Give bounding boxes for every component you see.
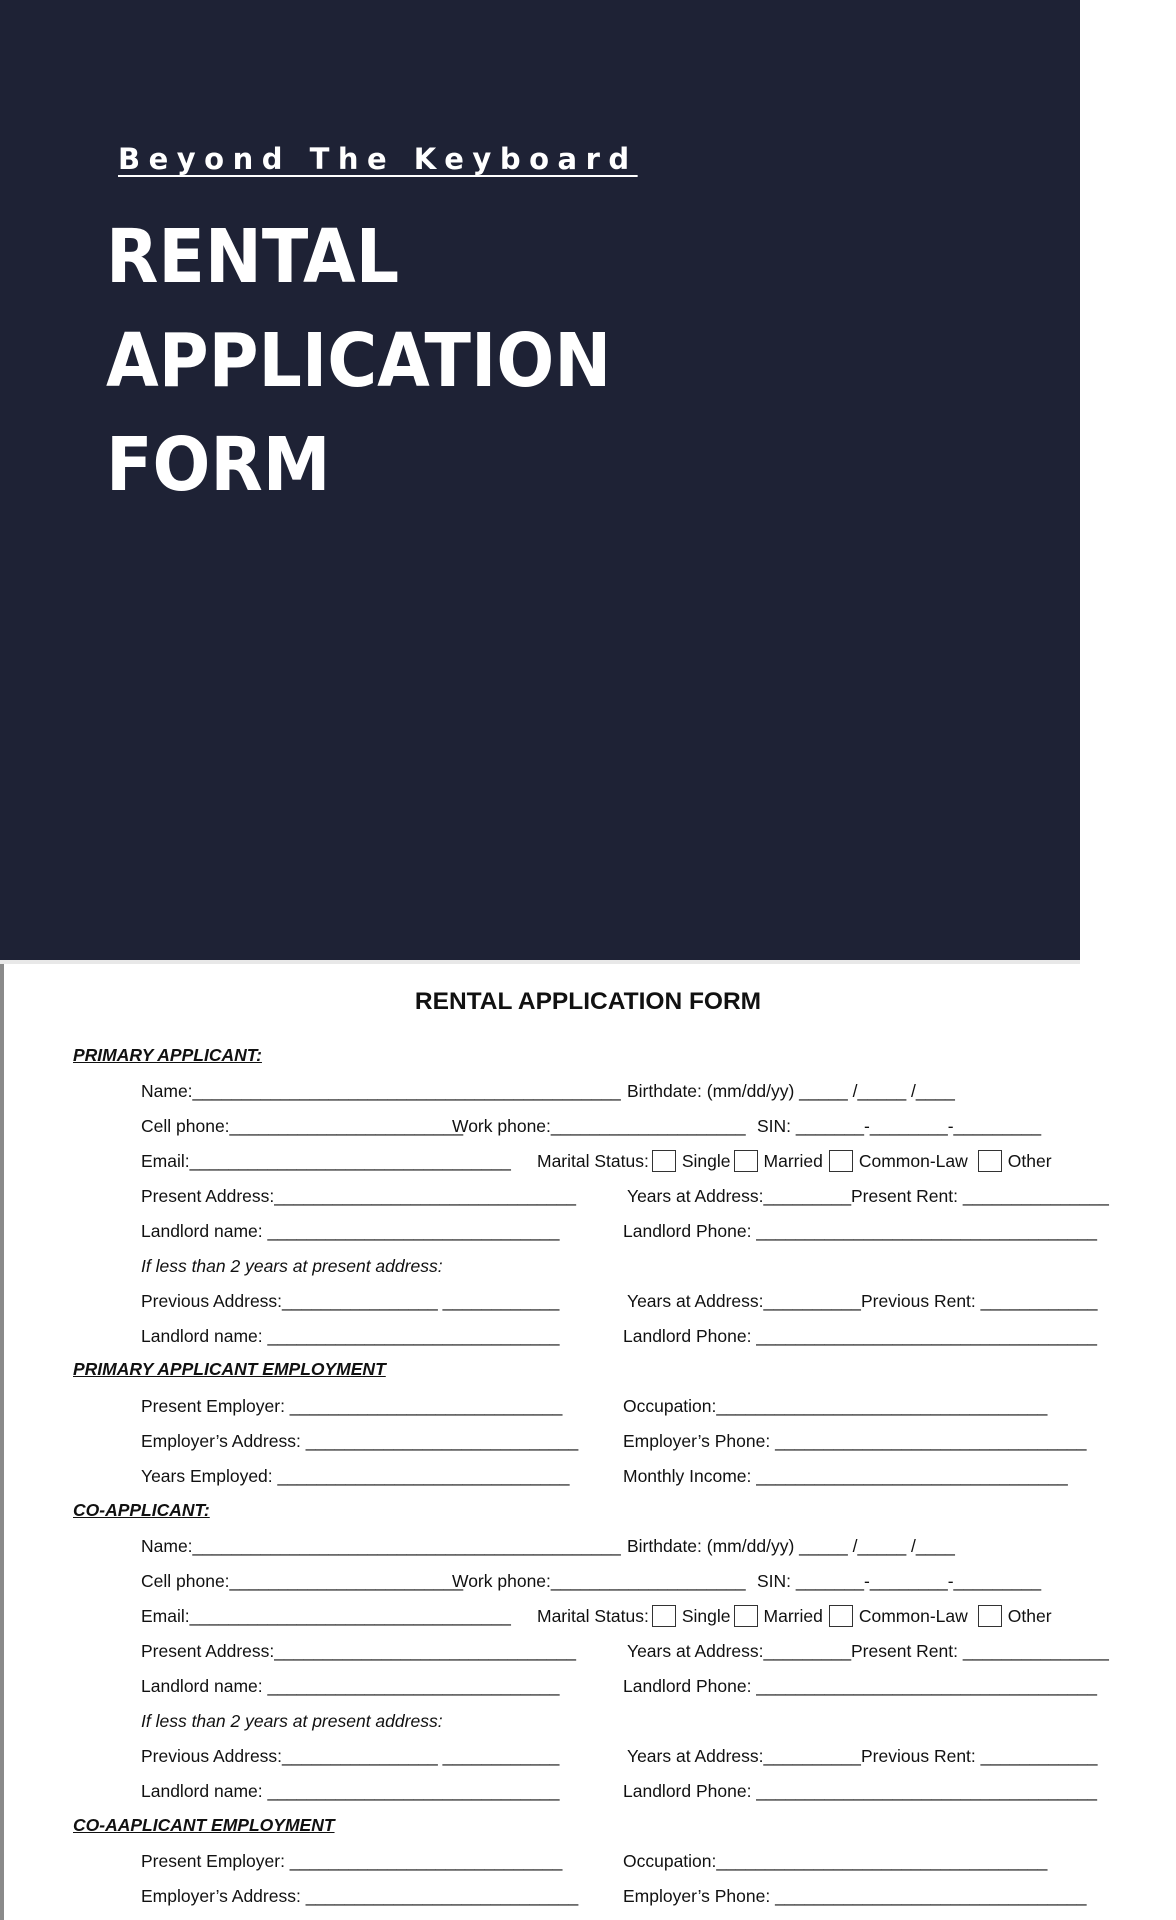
co-less-than-two-years-note: If less than 2 years at present address: [141,1711,443,1731]
form-row [0,1219,1097,1253]
co-cell-phone-field[interactable]: Cell phone:________________________ [141,1571,464,1591]
option-common-law: Common-Law [858,1606,968,1626]
form-row [0,1534,1080,1568]
form-row [0,1884,1087,1918]
brand-name: Beyond The Keyboard [118,142,638,176]
marital-status-label: Marital Status: [537,1151,649,1171]
landlord-phone-field[interactable]: Landlord Phone: ___________________________________ [623,1221,1097,1241]
co-landlord-phone-prev-field[interactable]: Landlord Phone: ___________________________________ [623,1781,1097,1801]
years-at-address-prev-field[interactable]: Years at Address:__________ [627,1291,861,1311]
co-sin-field[interactable]: SIN: _______-________-_________ [757,1571,1042,1591]
landlord-phone-prev-field[interactable]: Landlord Phone: ___________________________________ [623,1326,1097,1346]
marital-status [537,1149,1052,1173]
form-row [0,1394,1080,1428]
present-address-field[interactable]: Present Address:_______________________________ [141,1186,576,1206]
co-landlord-name-field[interactable]: Landlord name: ______________________________ [141,1676,560,1696]
co-present-rent-field[interactable]: Present Rent: _______________ [851,1641,1109,1661]
option-married: Married [763,1151,823,1171]
co-checkbox-single[interactable] [652,1605,676,1627]
section-primary-employment: PRIMARY APPLICANT EMPLOYMENT [73,1359,386,1379]
section-co-applicant: CO-APPLICANT: [73,1500,210,1520]
hero-title-line: APPLICATION [106,318,612,404]
form-row [0,1324,1097,1358]
option-single: Single [681,1606,731,1626]
co-landlord-name-prev-field[interactable]: Landlord name: ______________________________ [141,1781,560,1801]
occupation-field[interactable]: Occupation:__________________________________ [623,1396,1048,1416]
form-row [0,1674,1097,1708]
co-email-field[interactable]: Email:_________________________________ [141,1606,511,1626]
option-common-law: Common-Law [858,1151,968,1171]
co-occupation-field[interactable]: Occupation:__________________________________ [623,1851,1048,1871]
checkbox-other[interactable] [978,1150,1002,1172]
form-row [0,1604,1080,1638]
employer-phone-field[interactable]: Employer’s Phone: ________________________________ [623,1431,1087,1451]
co-name-field[interactable]: Name:____________________________________________ [141,1536,621,1556]
co-work-phone-field[interactable]: Work phone:____________________ [452,1571,746,1591]
form-row [0,1289,1098,1323]
option-single: Single [681,1151,731,1171]
form-row [0,1079,1080,1113]
form-row [0,1149,1080,1183]
form-row [0,1569,1080,1603]
checkbox-single[interactable] [652,1150,676,1172]
cell-phone-field[interactable]: Cell phone:________________________ [141,1116,464,1136]
monthly-income-field[interactable]: Monthly Income: ________________________________ [623,1466,1068,1486]
form-row [0,1709,1080,1743]
co-present-address-field[interactable]: Present Address:_______________________________ [141,1641,576,1661]
document-title: RENTAL APPLICATION FORM [414,988,762,1015]
birthdate-field[interactable]: Birthdate: (mm/dd/yy) _____ /_____ /____ [627,1081,955,1101]
co-present-employer-field[interactable]: Present Employer: ____________________________ [141,1851,563,1871]
co-years-at-address-field[interactable]: Years at Address:_________ [627,1641,852,1661]
email-field[interactable]: Email:_________________________________ [141,1151,511,1171]
form-row [0,1184,1109,1218]
option-other: Other [1007,1606,1052,1626]
co-birthdate-field[interactable]: Birthdate: (mm/dd/yy) _____ /_____ /____ [627,1536,955,1556]
co-checkbox-common-law[interactable] [829,1605,853,1627]
form-page [0,964,1109,1920]
form-row [0,1744,1098,1778]
form-row [0,1779,1097,1813]
name-field[interactable]: Name:____________________________________________ [141,1081,621,1101]
co-previous-address-field[interactable]: Previous Address:________________ ____________ [141,1746,560,1766]
previous-address-field[interactable]: Previous Address:________________ ____________ [141,1291,560,1311]
marital-status-label: Marital Status: [537,1606,649,1626]
employer-address-field[interactable]: Employer’s Address: ____________________________ [141,1431,579,1451]
co-checkbox-married[interactable] [734,1605,758,1627]
years-at-address-field[interactable]: Years at Address:_________ [627,1186,852,1206]
co-years-at-address-prev-field[interactable]: Years at Address:__________ [627,1746,861,1766]
present-employer-field[interactable]: Present Employer: ____________________________ [141,1396,563,1416]
form-row [0,1464,1080,1498]
checkbox-common-law[interactable] [829,1150,853,1172]
co-marital-status [537,1604,1052,1628]
hero-banner [0,0,1080,960]
form-row [0,1429,1087,1463]
co-previous-rent-field[interactable]: Previous Rent: ____________ [861,1746,1098,1766]
co-landlord-phone-field[interactable]: Landlord Phone: ___________________________________ [623,1676,1097,1696]
form-row [0,1254,1080,1288]
hero-title-line: FORM [106,422,331,508]
section-co-employment: CO-AAPLICANT EMPLOYMENT [73,1815,335,1835]
landlord-name-field[interactable]: Landlord name: ______________________________ [141,1221,560,1241]
landlord-name-prev-field[interactable]: Landlord name: ______________________________ [141,1326,560,1346]
co-employer-phone-field[interactable]: Employer’s Phone: ________________________________ [623,1886,1087,1906]
co-checkbox-other[interactable] [978,1605,1002,1627]
hero-title [106,205,655,517]
years-employed-field[interactable]: Years Employed: ______________________________ [141,1466,570,1486]
form-row [0,1639,1109,1673]
option-married: Married [763,1606,823,1626]
less-than-two-years-note: If less than 2 years at present address: [141,1256,443,1276]
option-other: Other [1007,1151,1052,1171]
form-row [0,1849,1080,1883]
section-primary-applicant: PRIMARY APPLICANT: [73,1045,262,1065]
checkbox-married[interactable] [734,1150,758,1172]
form-row [0,1114,1080,1148]
work-phone-field[interactable]: Work phone:____________________ [452,1116,746,1136]
present-rent-field[interactable]: Present Rent: _______________ [851,1186,1109,1206]
hero-title-line: RENTAL [106,214,400,300]
sin-field[interactable]: SIN: _______-________-_________ [757,1116,1042,1136]
co-employer-address-field[interactable]: Employer’s Address: ____________________________ [141,1886,579,1906]
previous-rent-field[interactable]: Previous Rent: ____________ [861,1291,1098,1311]
